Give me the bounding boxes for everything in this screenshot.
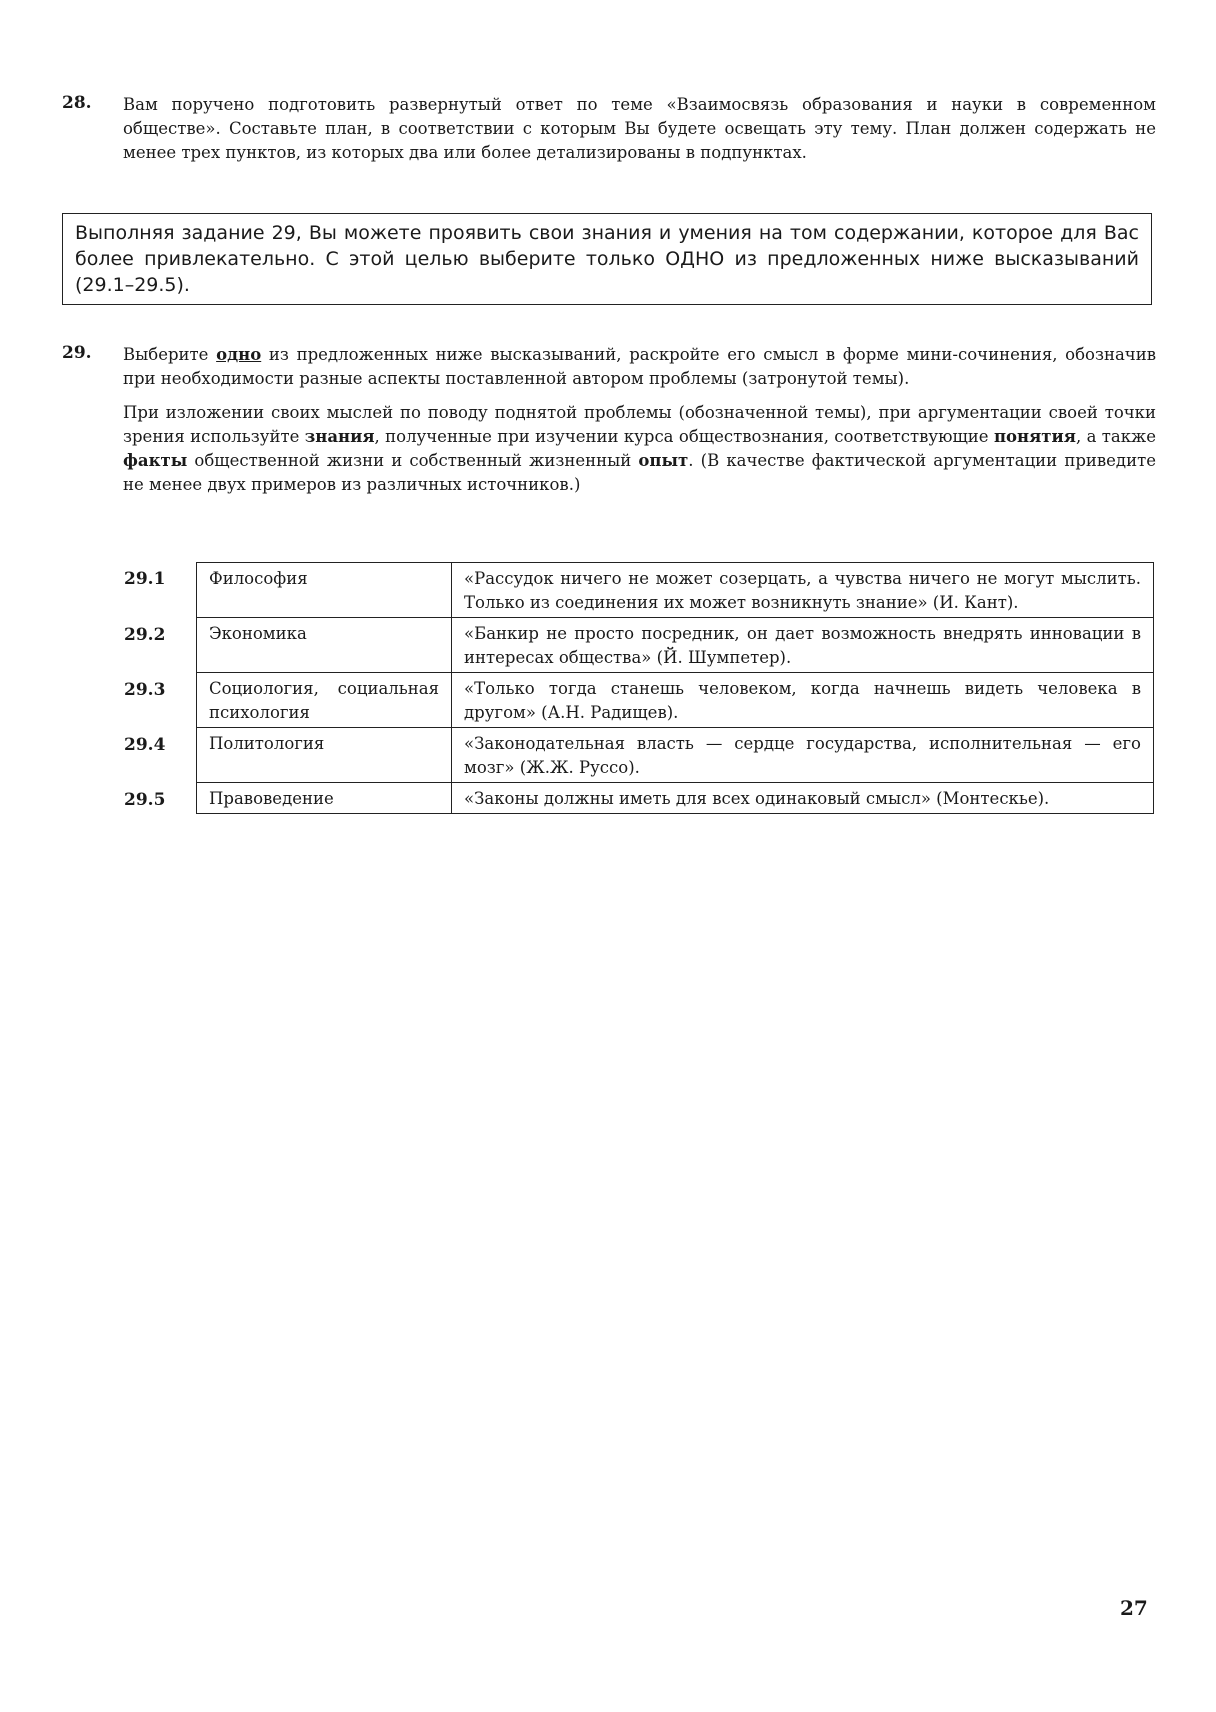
option-number: 29.1 <box>124 569 166 589</box>
text-fragment: из предложенных ниже высказываний, раскройте его смысл в форме мини-сочинения, обозначив при необходимости разные аспекты поставленной автором проблемы (затронутой темы). <box>123 345 1157 388</box>
option-quote: «Только тогда станешь человеком, когда начнешь видеть человека в другом» (А.Н. Радищев). <box>464 679 1141 722</box>
task-body <box>123 343 1156 497</box>
option-quote: «Законодательная власть — сердце государства, исполнительная — его мозг» (Ж.Ж. Руссо). <box>464 734 1141 777</box>
instruction-text: Выполняя задание 29, Вы можете проявить свои знания и умения на том содержании, которое для Вас более привлекательно. С этой целью выберите только ОДНО из предложенных ниже высказываний (29.1–29.5). <box>75 222 1139 296</box>
option-subject: Экономика <box>197 618 452 672</box>
option-subject: Политология <box>197 728 452 782</box>
bold-term: опыт <box>638 451 689 470</box>
task-number: 28. <box>62 93 92 113</box>
task-number: 29. <box>62 343 92 363</box>
option-subject: Правоведение <box>197 783 452 813</box>
text-fragment: При изложении своих мыслей по поводу поднятой проблемы (обозначенной темы), при аргументации своей точки зрения используйте <box>123 403 1156 446</box>
option-row <box>62 618 1154 673</box>
task-29-paragraph-2 <box>123 401 1156 497</box>
option-row <box>62 783 1154 814</box>
task-29 <box>62 343 1156 497</box>
option-number: 29.2 <box>124 625 166 645</box>
option-cells <box>196 783 1154 814</box>
text-fragment: . (В качестве фактической аргументации приведите не менее двух примеров из различных источников.) <box>123 451 1156 494</box>
option-quote: «Рассудок ничего не может созерцать, а чувства ничего не могут мыслить. Только из соединения их может возникнуть знание» (И. Кант). <box>464 569 1141 612</box>
task-28-text: Вам поручено подготовить развернутый ответ по теме «Взаимосвязь образования и науки в современном обществе». Составьте план, в соответствии с которым Вы будете освещать эту тему. План должен содержать не менее трех пунктов, из которых два или более детализированы в подпунктах. <box>123 95 1156 162</box>
option-cells <box>196 673 1154 728</box>
emphasized-word: одно <box>216 345 262 364</box>
task-body <box>123 93 1156 165</box>
option-subject: Философия <box>197 563 452 617</box>
option-cells <box>196 562 1154 618</box>
task-28 <box>62 93 1156 165</box>
text-fragment: , полученные при изучении курса обществознания, соответствующие <box>374 427 989 446</box>
option-number: 29.5 <box>124 790 166 810</box>
text-fragment: Выберите <box>123 345 209 364</box>
option-row <box>62 562 1154 618</box>
page-number: 27 <box>1120 1596 1148 1620</box>
options-table <box>62 562 1154 814</box>
bold-term: понятия <box>993 427 1076 446</box>
option-row <box>62 673 1154 728</box>
option-number: 29.3 <box>124 680 166 700</box>
text-fragment: общественной жизни и собственный жизненный <box>194 451 632 470</box>
option-quote: «Банкир не просто посредник, он дает возможность внедрять инновации в интересах общества» (Й. Шумпетер). <box>464 624 1141 667</box>
bold-term: факты <box>123 451 188 470</box>
option-number: 29.4 <box>124 735 166 755</box>
option-row <box>62 728 1154 783</box>
option-cells <box>196 618 1154 673</box>
option-quote: «Законы должны иметь для всех одинаковый смысл» (Монтескье). <box>464 789 1050 808</box>
bold-term: знания <box>304 427 375 446</box>
option-subject: Социология, социальная психология <box>197 673 452 727</box>
instruction-box <box>62 213 1152 305</box>
option-cells <box>196 728 1154 783</box>
task-29-paragraph-1 <box>123 343 1156 391</box>
text-fragment: , а также <box>1075 427 1156 446</box>
